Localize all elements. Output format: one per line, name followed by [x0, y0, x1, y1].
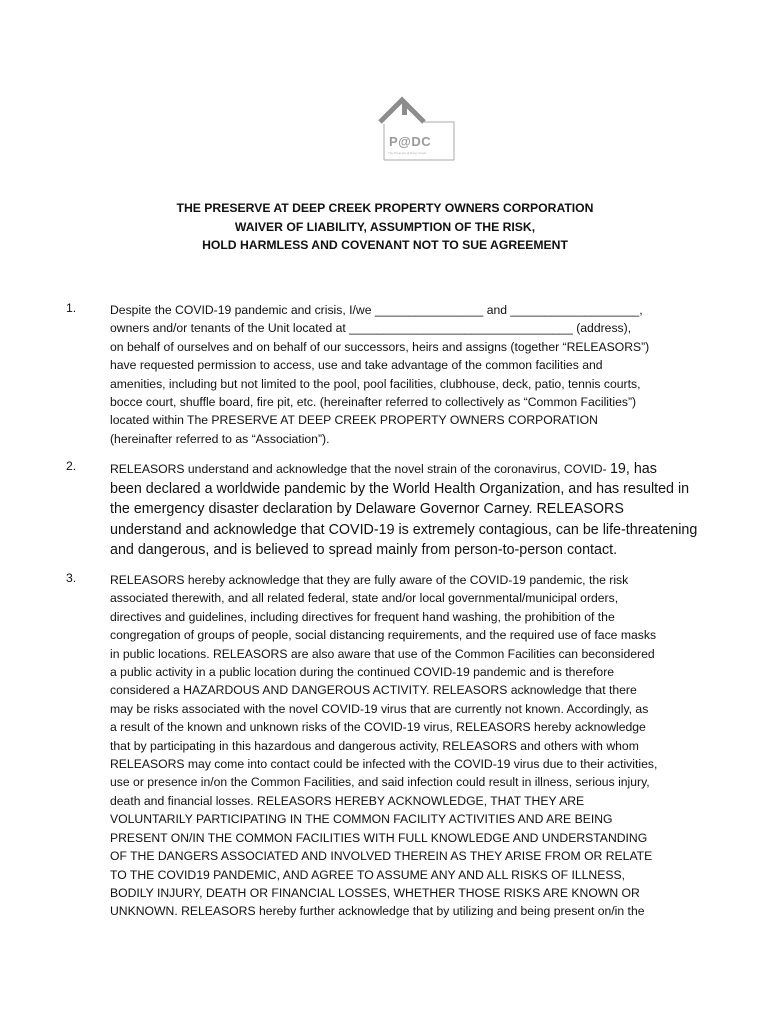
text-line: the emergency disaster declaration by Delaware Governor Carney. RELEASORS: [110, 501, 624, 518]
text-line: death and financial losses. RELEASORS HEREBY ACKNOWLEDGE, THAT THEY ARE: [110, 793, 585, 808]
text-line: RELEASORS understand and acknowledge that the novel strain of the coronavirus, COVID-: [110, 462, 610, 476]
text-line: (hereinafter referred to as “Association”).: [110, 431, 330, 446]
text-line: a result of the known and unknown risks of the COVID-19 virus, RELEASORS hereby acknowledge: [110, 720, 646, 735]
text-line: RELEASORS may come into contact could be infected with the COVID-19 virus due to their activities,: [110, 757, 658, 772]
title-line-2: WAIVER OF LIABILITY, ASSUMPTION OF THE RISK,: [234, 219, 536, 234]
text-line: BODILY INJURY, DEATH OR FINANCIAL LOSSES, WHETHER THOSE RISKS ARE KNOWN OR: [110, 885, 640, 900]
text-line: amenities, including but not limited to the pool, pool facilities, clubhouse, deck, patio, tennis courts,: [110, 376, 641, 391]
text-line: on behalf of ourselves and on behalf of our successors, heirs and assigns (together “RELEASORS”): [110, 339, 650, 354]
document-title: [0, 199, 770, 255]
association-logo: [372, 94, 462, 166]
text-line: been declared a worldwide pandemic by the World Health Organization, and has resulted in: [110, 481, 690, 498]
text-line: owners and/or tenants of the Unit located at _________________________________ (address),: [110, 321, 632, 336]
clause-number: 1.: [66, 301, 77, 315]
text-line: TO THE COVID19 PANDEMIC, AND AGREE TO ASSUME ANY AND ALL RISKS OF ILLNESS,: [110, 867, 625, 882]
text-line: have requested permission to access, use and take advantage of the common facilities and: [110, 358, 603, 373]
clause-3-text: [110, 571, 710, 921]
text-line: and dangerous, and is believed to spread mainly from person-to-person contact.: [110, 541, 618, 558]
text-line: associated therewith, and all related federal, state and/or local governmental/municipal orders,: [110, 591, 619, 606]
text-line: use or presence in/on the Common Facilities, and said infection could result in illness, serious injury,: [110, 775, 650, 790]
house-roof-icon: [372, 94, 462, 166]
text-line: OF THE DANGERS ASSOCIATED AND INVOLVED THEREIN AS THEY ARISE FROM OR RELATE: [110, 849, 653, 864]
text-line: directives and guidelines, including directives for frequent hand washing, the prohibition of the: [110, 609, 615, 624]
text-line: congregation of groups of people, social distancing requirements, and the required use of face masks: [110, 628, 657, 643]
logo-tagline: The Preserve at Deep Creek: [388, 151, 427, 155]
title-line-3: HOLD HARMLESS AND COVENANT NOT TO SUE AGREEMENT: [202, 238, 568, 252]
text-line: 19, has: [609, 461, 657, 477]
clause-1-text: [110, 301, 710, 448]
clause-2-text: [110, 459, 710, 560]
text-line: bocce court, shuffle board, fire pit, etc. (hereinafter referred to collectively as “Common Facilities”): [110, 395, 637, 410]
text-line: RELEASORS hereby acknowledge that they are fully aware of the COVID-19 pandemic, the risk: [110, 573, 629, 587]
text-line: may be risks associated with the novel COVID-19 virus that are currently not known. Accordingly, as: [110, 701, 649, 716]
text-line: UNKNOWN. RELEASORS hereby further acknowledge that by utilizing and being present on/in the: [110, 904, 645, 919]
text-line: Despite the COVID-19 pandemic and crisis, I/we ________________ and ___________________,: [110, 303, 643, 317]
text-line: located within The PRESERVE AT DEEP CREEK PROPERTY OWNERS CORPORATION: [110, 413, 598, 428]
text-line: a public activity in a public location during the continued COVID-19 pandemic and is therefore: [110, 665, 615, 680]
text-line: considered a HAZARDOUS AND DANGEROUS ACTIVITY. RELEASORS acknowledge that there: [110, 683, 637, 698]
title-line-1: THE PRESERVE AT DEEP CREEK PROPERTY OWNERS CORPORATION: [176, 201, 594, 215]
text-line: VOLUNTARILY PARTICIPATING IN THE COMMON FACILITY ACTIVITIES AND ARE BEING: [110, 812, 613, 827]
text-line: PRESENT ON/IN THE COMMON FACILITIES WITH FULL KNOWLEDGE AND UNDERSTANDING: [110, 830, 648, 845]
clause-number: 3.: [66, 571, 77, 585]
text-line: in public locations. RELEASORS are also aware that use of the Common Facilities can beconsidered: [110, 646, 655, 661]
text-line: that by participating in this hazardous and dangerous activity, RELEASORS and others with whom: [110, 738, 639, 753]
logo-text: P@DC: [389, 134, 432, 149]
text-line: understand and acknowledge that COVID-19 is extremely contagious, can be life-threatening: [110, 521, 698, 538]
clause-number: 2.: [66, 459, 77, 473]
